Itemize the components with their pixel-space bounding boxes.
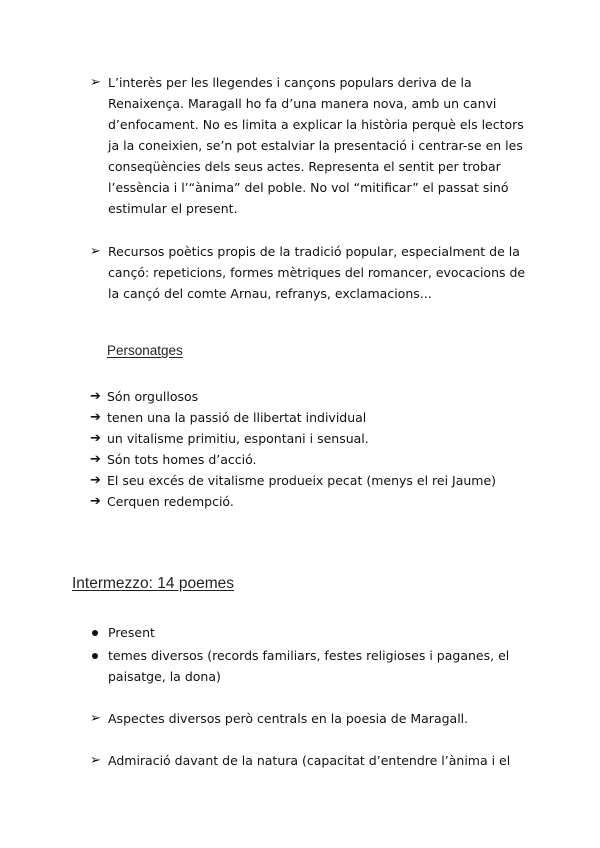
text-line: l’essència i l’“ànima” del poble. No vol “mitificar” el passat sinó: [108, 180, 509, 195]
bullet-dot-icon: [90, 622, 108, 643]
list-item: ➔ El seu excés de vitalisme produeix pecat (menys el rei Jaume): [90, 470, 530, 491]
text-line: Renaixença. Maragall ho fa d’una manera nova, amb un canvi: [108, 96, 497, 111]
bullet-text: [108, 708, 468, 729]
text-line: Admiració davant de la natura (capacitat d’entendre l’ànima i el: [108, 753, 511, 768]
right-arrow-icon: ➔: [90, 494, 101, 509]
bullet-admiracio-natura: [90, 750, 530, 771]
text-line: la cançó del comte Arnau, refranys, exclamacions...: [108, 286, 432, 301]
arrow-bullet-icon: ➢: [90, 711, 101, 726]
dot-bullet-temes: [90, 645, 530, 687]
right-arrow-icon: ➔: [90, 452, 101, 467]
section-heading-personatges: Personatges: [107, 343, 183, 358]
bullet-text: [108, 72, 524, 219]
text-line: estimular el present.: [108, 201, 238, 216]
bullet-recursos-poetics: [90, 241, 530, 304]
bullet-text: [108, 645, 509, 687]
text-line: L’interès per les llegendes i cançons populars deriva de la: [108, 75, 472, 90]
text-line: conseqüències dels seus actes. Representa el sentit per trobar: [108, 159, 501, 174]
arrow-bullet-icon: ➢: [90, 753, 101, 768]
text-line: Aspectes diversos però centrals en la poesia de Maragall.: [108, 711, 469, 726]
bullet-renaixenca: [90, 72, 530, 219]
bullet-dot-icon: [90, 645, 108, 666]
right-arrow-icon: ➔: [90, 431, 101, 446]
section-heading-intermezzo: Intermezzo: 14 poemes: [72, 575, 234, 592]
list-item: ➔ un vitalisme primitiu, espontani i sensual.: [90, 428, 530, 449]
list-item: ➔ Són tots homes d’acció.: [90, 449, 530, 470]
arrow-bullet-icon: ➢: [90, 75, 101, 90]
list-item: ➔ Són orgullosos: [90, 386, 530, 407]
bullet-text: [108, 750, 510, 771]
text-line: d’enfocament. No es limita a explicar la història perquè els lectors: [108, 117, 524, 132]
right-arrow-icon: ➔: [90, 389, 101, 404]
text-line: ja la coneixien, se’n pot estalviar la presentació i centrar-se en les: [108, 138, 523, 153]
text-line: temes diversos (records familiars, festes religioses i paganes, el: [108, 648, 510, 663]
text-line: Recursos poètics propis de la tradició popular, especialment de la: [108, 244, 520, 259]
personatges-list: [90, 386, 530, 512]
text-line: Present: [108, 625, 155, 640]
list-item: ➔ tenen una la passió de llibertat individual: [90, 407, 530, 428]
list-item: ➔ Cerquen redempció.: [90, 491, 530, 512]
dot-bullet-present: [90, 622, 530, 643]
arrow-bullet-icon: ➢: [90, 244, 101, 259]
text-line: cançó: repeticions, formes mètriques del romancer, evocacions de: [108, 265, 526, 280]
bullet-aspectes-diversos: [90, 708, 530, 729]
right-arrow-icon: ➔: [90, 473, 101, 488]
right-arrow-icon: ➔: [90, 410, 101, 425]
text-line: paisatge, la dona): [108, 669, 221, 684]
bullet-text: [108, 622, 155, 643]
bullet-text: [108, 241, 525, 304]
